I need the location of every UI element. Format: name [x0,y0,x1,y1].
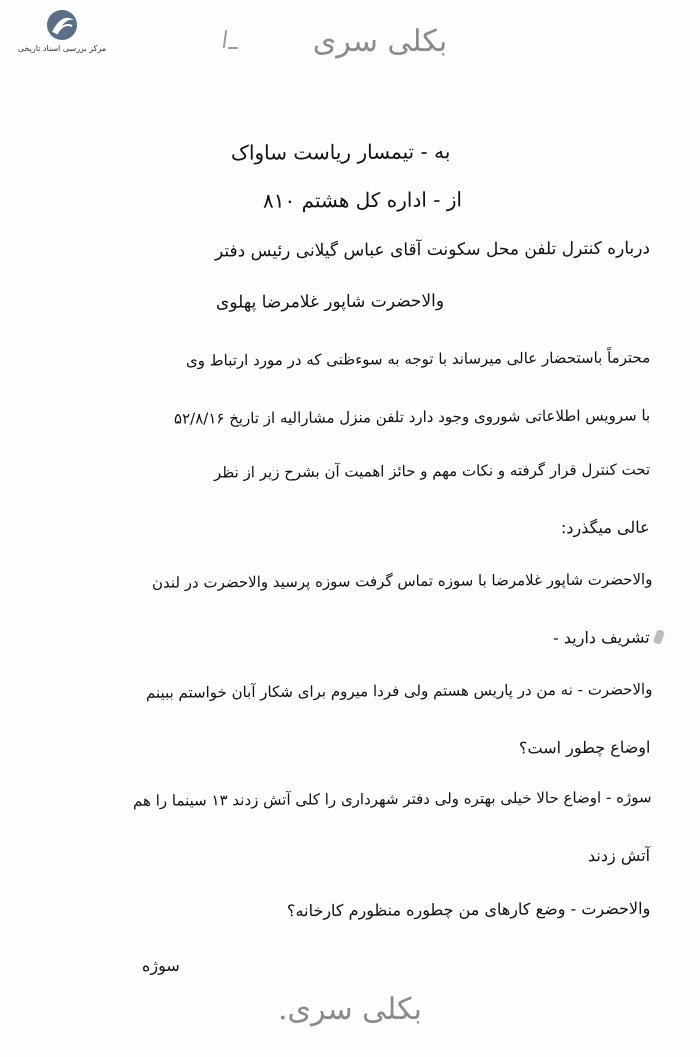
subject-line-1: درباره کنترل تلفن محل سکونت آقای عباس گیلانی رئیس دفتر [214,238,651,262]
body-paragraph-2-line-1: والاحضرت شاپور غلامرضا با سوزه تماس گرفت سوزه پرسید والاحضرت در لندن [151,570,653,592]
body-paragraph-4-line-2: آتش زدند [587,845,651,866]
body-paragraph-3-line-1: والاحضرت - نه من در پاریس هستم ولی فردا میروم برای شکار آبان خواستم ببینم [145,680,653,702]
subject-line-2: والاحضرت شاپور غلامرضا پهلوی [215,291,445,313]
body-paragraph-1-line-2: با سرویس اطلاعاتی شوروی وجود دارد تلفن منزل مشارالیه از تاریخ ۵۲/۸/۱۶ [173,406,651,428]
body-paragraph-4-line-1: سوژه - اوضاع حالا خیلی بهتره ولی دفتر شهرداری را کلی آتش زدند ۱۳ سینما را هم [133,788,653,810]
body-paragraph-1-line-3: تحت کنترل قرار گرفته و نکات مهم و حائز اهمیت آن بشرح زیر از نظر [213,460,651,482]
classification-top: بکلی سری [312,24,448,59]
sender-line: از - اداره کل هشتم ۸۱۰ [262,187,463,213]
closing-signature-line: سوژه [142,955,181,976]
pen-tick-mark-base [228,47,238,49]
body-paragraph-5-line-1: والاحضرت - وضع کارهای من چطوره منظورم کارخانه؟ [286,898,651,921]
archive-logo [12,8,112,56]
archive-emblem-icon [40,8,84,42]
body-paragraph-1-line-4: عالی میگذرد: [561,517,651,538]
pen-tick-mark [223,30,227,48]
addressee-line: به - تیمسار ریاست ساواک [230,139,451,165]
body-paragraph-2-line-2: تشریف دارید - [553,627,651,648]
classification-bottom: بکلی سری. [277,992,423,1027]
body-paragraph-1-line-1: محترماً باستحضار عالی میرساند با توجه به سوءظنی که در مورد ارتباط وی [185,348,651,370]
body-paragraph-3-line-2: اوضاع چطور است؟ [518,737,651,758]
logo-caption: مرکز بررسی اسناد تاریخی [17,44,107,53]
ink-smudge [653,629,665,645]
